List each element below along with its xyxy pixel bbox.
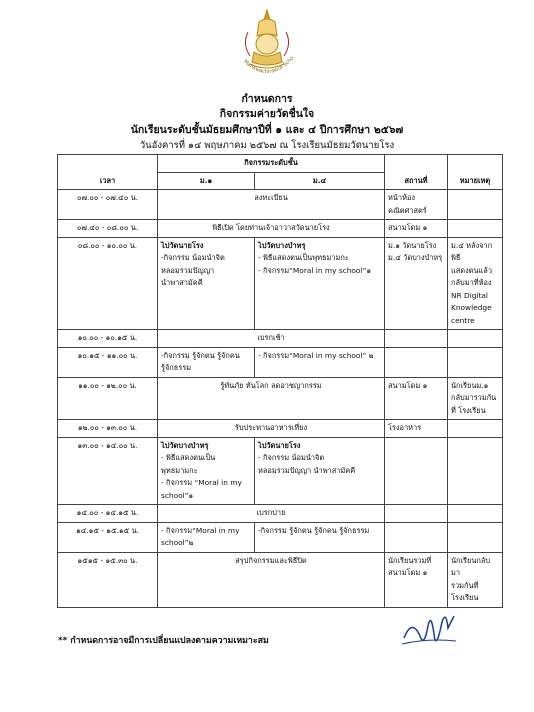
activity-line: พุทธมามกะ [161, 465, 198, 475]
header-remark: หมายเหตุ [448, 155, 503, 190]
place-cell [385, 330, 448, 348]
students-title: นักเรียนระดับชั้นมัธยมศึกษาปีที่ ๑ และ ๔ ปีการศึกษา ๒๕๖๗ [130, 124, 404, 136]
activity-title: กิจกรรมค่ายวัดชื่นใจ [219, 108, 315, 120]
table-row [58, 190, 503, 220]
remark-cell [448, 220, 503, 238]
activity-title: ไปวัดบางบำหรุ [258, 240, 306, 250]
time-cell: ๑๓.๐๐ - ๑๔.๐๐ น. [58, 437, 158, 505]
place-line: สนามโดม ๑ [388, 223, 428, 232]
activity-m4-cell [255, 522, 385, 552]
remark-cell [448, 377, 503, 420]
time-cell: ๑๐.๑๕ - ๑๑.๐๐ น. [58, 347, 158, 377]
place-cell [385, 505, 448, 523]
logo-text: Mahawachirawut Scho [242, 55, 296, 76]
place-cell [385, 377, 448, 420]
remark-line: รวมกันที่โรงเรียน [451, 580, 479, 602]
place-cell [385, 552, 448, 607]
activity-line: school”๑ [161, 490, 194, 500]
table-row [58, 377, 503, 420]
activity-m4-cell [255, 237, 385, 330]
signature [398, 608, 460, 658]
remark-cell [448, 330, 503, 348]
table-row [58, 220, 503, 238]
date-place: วันอังคารที่ ๑๔ พฤษภาคม ๒๕๖๗ ณ โรงเรียนมัธยมวัดนายโรง [139, 140, 395, 151]
activity-m4-cell [255, 347, 385, 377]
place-cell [385, 237, 448, 330]
remark-cell [448, 552, 503, 607]
schedule-body [58, 190, 503, 608]
time-cell: ๑๔.๐๐ - ๑๔.๑๕ น. [58, 505, 158, 523]
place-cell [385, 420, 448, 438]
place-line: หน้าห้อง [388, 193, 415, 202]
remark-line: ที่ โรงเรียน [451, 405, 486, 415]
activity-line: - พิธีแสดงตนเป็น [161, 453, 216, 462]
place-line: นักเรียนรวมที่ [388, 555, 432, 565]
activity-m1-cell [158, 437, 255, 505]
place-cell [385, 437, 448, 505]
activity-line: -กิจกรรม รู้จักตน รู้จักคน รู้จักธรรม [258, 525, 370, 535]
remark-line: กลับมารวมกัน [451, 393, 497, 402]
place-cell [385, 522, 448, 552]
place-cell [385, 347, 448, 377]
activity-cell: เบรกบ่าย [158, 505, 385, 523]
header-m1: ม.๑ [158, 172, 255, 190]
remark-cell [448, 522, 503, 552]
activity-cell: ลงทะเบียน [158, 190, 385, 220]
table-row [58, 437, 503, 505]
activity-cell: เบรกเช้า [158, 330, 385, 348]
header-place: สถานที่ [385, 155, 448, 190]
remark-line: นักเรียนม.๑ [451, 380, 489, 390]
remark-line: NR Digital [451, 290, 488, 300]
activity-line: - กิจกรรม น้อมนำจิต [258, 453, 325, 462]
school-logo [232, 8, 302, 86]
table-row [58, 505, 503, 523]
remark-cell [448, 190, 503, 220]
table-row [58, 237, 503, 330]
activity-cell: รู้ทันภัย ทันโลก ลดอาชญากรรม [158, 377, 385, 420]
activity-line: school”๒ [161, 538, 194, 547]
place-line: ม.๔ วัดบางบำหรุ [388, 253, 443, 262]
activity-line: - พิธีแสดงตนเป็นพุทธมามกะ [258, 253, 349, 262]
remark-line: กลับมาที่ห้อง [451, 278, 492, 287]
time-cell: ๑๑.๐๐ - ๑๒.๐๐ น. [58, 377, 158, 420]
table-row [58, 420, 503, 438]
time-cell: ๐๗.๐๐ - ๐๗.๔๐ น. [58, 190, 158, 220]
activity-line: รู้จักธรรม [161, 363, 192, 372]
activity-m1-cell [158, 347, 255, 377]
place-line: ม.๑ วัดนายโรง [388, 240, 437, 250]
activity-cell: พิธีเปิด โดยท่านเจ้าอาวาสวัดนายโรง [158, 220, 385, 238]
footer-note: ** กำหนดการอาจมีการเปลี่ยนแปลงตามความเหมาะสม [58, 636, 269, 646]
doc-title: กำหนดการ [241, 93, 293, 105]
remark-cell [448, 237, 503, 330]
time-cell: ๑๕๑๕ - ๑๕.๓๐ น. [58, 552, 158, 607]
time-cell: ๑๔.๑๕ - ๑๕.๑๕ น. [58, 522, 158, 552]
activity-title: ไปวัดนายโรง [161, 240, 204, 250]
remark-cell [448, 420, 503, 438]
activity-title: ไปวัดบางบำหรุ [161, 440, 209, 450]
activity-m1-cell [158, 237, 255, 330]
place-cell [385, 220, 448, 238]
place-line: สนามโดม ๑ [388, 380, 428, 390]
header-time: เวลา [58, 155, 158, 190]
remark-cell [448, 505, 503, 523]
activity-title: ไปวัดนายโรง [258, 440, 301, 450]
remark-line: แสดงตนแล้ว [451, 265, 492, 275]
time-cell: ๑๐.๐๐ - ๑๐.๑๕ น. [58, 330, 158, 348]
activity-line: หลอมรวมปัญญา นำพาสามัคคี [258, 465, 356, 475]
table-row [58, 330, 503, 348]
activity-cell: สรุปกิจกรรมและพิธีปิด [158, 552, 385, 607]
header-m4: ม.๔ [255, 172, 385, 190]
table-row [58, 552, 503, 607]
place-line: คณิตศาสตร์ [388, 205, 427, 215]
place-cell [385, 190, 448, 220]
activity-line: - กิจกรรม“Moral in my school” ๒ [258, 350, 374, 360]
table-row [58, 347, 503, 377]
activity-line: นำพาสามัคคี [161, 278, 203, 287]
activity-line: -กิจกรรม น้อมนำจิต [161, 253, 225, 262]
activity-line: - กิจกรรม“Moral in my school”๑ [258, 265, 372, 275]
remark-cell [448, 347, 503, 377]
remark-line: centre [451, 315, 475, 325]
activity-line: หลอมรวมปัญญา [161, 265, 215, 275]
remark-line: ม.๔ หลังจากพิธี [451, 240, 493, 262]
activity-line: -กิจกรรม รู้จักตน รู้จักคน [161, 350, 240, 360]
remark-cell [448, 437, 503, 505]
remark-line: Knowledge [451, 303, 492, 312]
header-levels: กิจกรรมระดับชั้น [158, 155, 385, 173]
title-block [0, 92, 534, 153]
activity-cell: รับประทานอาหารเที่ยง [158, 420, 385, 438]
activity-m1-cell [158, 522, 255, 552]
time-cell: ๐๘.๐๐ - ๑๐.๐๐ น. [58, 237, 158, 330]
remark-line: นักเรียนกลับมา [451, 555, 491, 577]
activity-line: - กิจกรรม“Moral in my [161, 525, 240, 535]
place-line: โรงอาหาร [388, 423, 422, 432]
time-cell: ๐๗.๔๐ - ๐๘.๐๐ น. [58, 220, 158, 238]
time-cell: ๑๒.๐๐ - ๑๓.๐๐ น. [58, 420, 158, 438]
place-line: สนามโดม ๑ [388, 568, 428, 577]
schedule-table [57, 154, 503, 608]
activity-line: - กิจกรรม “Moral in my [161, 478, 242, 487]
activity-m4-cell [255, 437, 385, 505]
table-row [58, 522, 503, 552]
